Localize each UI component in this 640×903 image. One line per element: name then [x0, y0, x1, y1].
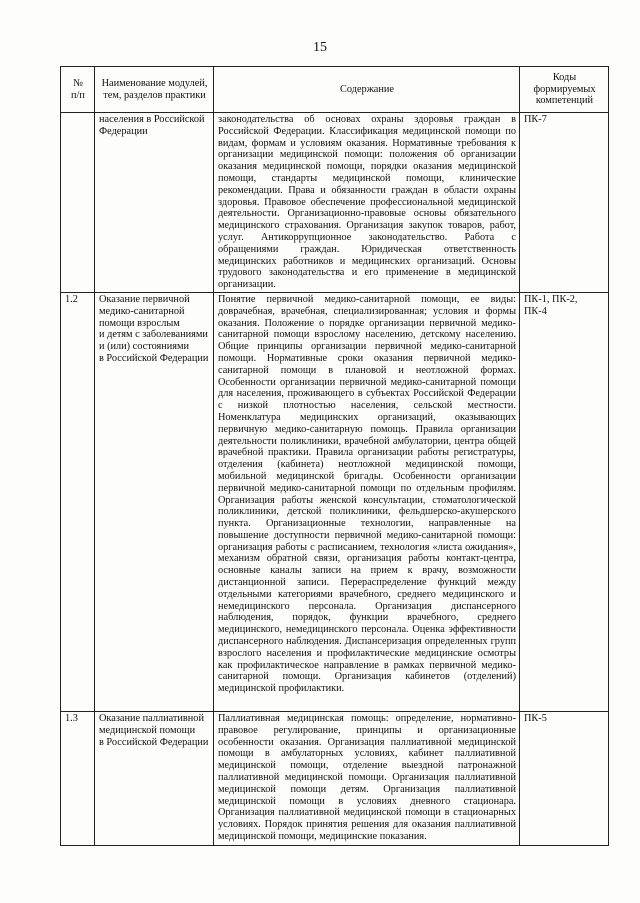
curriculum-table [60, 66, 609, 846]
header-module: Наименование модулей, тем, разделов практики [95, 67, 214, 113]
row-module-name: населения в Российской Федерации [95, 113, 214, 293]
row-number: 1.2 [61, 292, 95, 711]
row-content: Паллиативная медицинская помощь: определение, нормативно-правовое регулирование, принципы и организационные особенности оказания. Организация паллиативной медицинской помощи в амбулаторных условиях, кабинет паллиативной медицинской помощи, отделение выездной патронажной паллиативной медицинской помощи. Организация паллиативной медицинской помощи детям. Организация паллиативной медицинской помощи в условиях дневного стационара. Организация паллиативной медицинской помощи в стационарных условиях. Порядок принятия решения для оказания паллиативной медицинской помощи, медицинские показания. [214, 711, 520, 845]
row-competency-codes: ПК-1, ПК-2, ПК-4 [520, 292, 609, 711]
header-number: № п/п [61, 67, 95, 113]
row-module-name: Оказание первичной медико-санитарной помощи взрослым и детям с заболеваниями и (или) состояниями в Российской Федерации [95, 292, 214, 711]
header-codes: Коды формируемых компетенций [520, 67, 609, 113]
table-row [61, 711, 609, 845]
row-content: Понятие первичной медико-санитарной помощи, ее виды: доврачебная, врачебная, специализированная; условия и формы оказания. Положение о порядке организации первичной медико-санитарной помощи взрослому населению, детскому населению. Общие принципы организации первичной медико-санитарной помощи. Нормативные сроки оказания первичной медико-санитарной помощи в плановой и неотложной формах. Особенности организации первичной медико-санитарной помощи для населения, проживающего в субъектах Российской Федерации с низкой плотностью населения, сельской местности. Номенклатура медицинских организаций, оказывающих первичную медико-санитарную помощь. Правила организации деятельности поликлиники, врачебной амбулатории, центра общей врачебной практики. Правила организации работы регистратуры, отделения (кабинета) неотложной медицинской помощи, мобильной медицинской бригады. Особенности организации первичной медико-санитарной помощи по отдельным профилям. Организация работы женской консультации, стоматологической поликлиники, детской поликлиники, фельдшерско-акушерского пункта. Организационные технологии, направленные на повышение доступности первичной медико-санитарной помощи: организация работы с расписанием, технология «листа ожидания», механизм обратной связи, организация работы контакт-центра, основные каналы записи на прием к врачу, возможности дистанционной записи. Перераспределение функций между отдельными категориями врачебного, среднего медицинского и немедицинского персонала. Организация диспансерного наблюдения, порядок, функции врачебного, среднего медицинского, немедицинского персонала. Оценка эффективности диспансерного наблюдения. Диспансеризация определенных групп взрослого населения и профилактические медицинские осмотры как профилактическое направление в рамках первичной медико-санитарной помощи. Организация кабинетов (отделений) медицинской профилактики. [214, 292, 520, 711]
page-number: 15 [313, 40, 327, 55]
header-content: Содержание [214, 67, 520, 113]
table-row [61, 292, 609, 711]
row-competency-codes: ПК-5 [520, 711, 609, 845]
row-number: 1.3 [61, 711, 95, 845]
table-header-row [61, 67, 609, 113]
table-row [61, 113, 609, 293]
row-number [61, 113, 95, 293]
row-content: законодательства об основах охраны здоровья граждан в Российской Федерации. Классификация медицинской помощи по видам, формам и условиям оказания. Нормативные требования к организации медицинской помощи: положения об организации оказания медицинской помощи, порядки оказания медицинской помощи, стандарты медицинской помощи, клинические рекомендации. Права и обязанности граждан в области охраны здоровья. Правовое обеспечение профессиональной медицинской деятельности. Организационно-правовые основы обязательного медицинского страхования. Организация закупок товаров, работ, услуг. Антикоррупционное законодательство. Работа с обращениями граждан. Юридическая ответственность медицинских работников и медицинских организаций. Основы трудового законодательства и его применение в медицинской организации. [214, 113, 520, 293]
row-module-name: Оказание паллиативной медицинской помощи в Российской Федерации [95, 711, 214, 845]
row-competency-codes: ПК-7 [520, 113, 609, 293]
